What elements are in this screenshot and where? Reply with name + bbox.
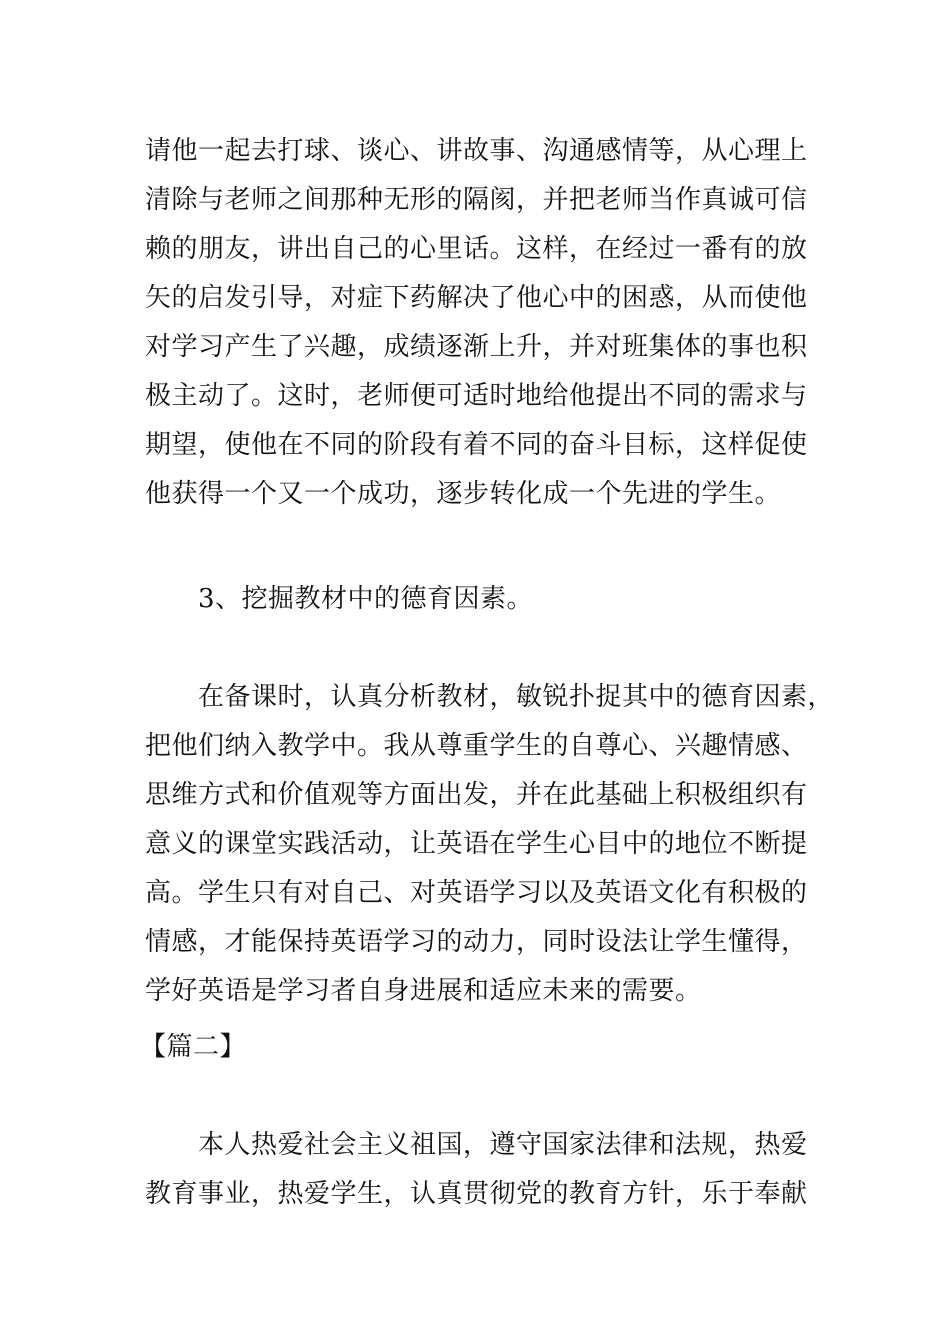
paragraph-line: 本人热爱社会主义祖国，遵守国家法律和法规，热爱 [145,1130,808,1160]
paragraph-line: 他获得一个又一个成功，逐步转化成一个先进的学生。 [145,479,782,509]
section-heading-3 [145,575,835,624]
paragraph-line: 赖的朋友，讲出自己的心里话。这样，在经过一番有的放 [145,234,808,264]
paragraph-line: 思维方式和价值观等方面出发，并在此基础上积极组织有 [145,780,808,810]
paragraph-2 [145,673,835,1016]
section-label-text: 【篇二】 [140,1032,247,1062]
heading-text: 3、挖掘教材中的德育因素。 [145,584,534,614]
paragraph-1 [145,127,835,519]
section-label [140,1023,830,1072]
paragraph-line: 教育事业，热爱学生，认真贯彻党的教育方针，乐于奉献 [145,1179,808,1209]
paragraph-3 [145,1121,835,1219]
paragraph-line: 情感，才能保持英语学习的动力，同时设法让学生懂得， [145,927,808,957]
paragraph-line: 对学习产生了兴趣，成绩逐渐上升，并对班集体的事也积 [145,332,808,362]
paragraph-line: 请他一起去打球、谈心、讲故事、沟通感情等，从心理上 [145,136,808,166]
paragraph-line: 矢的启发引导，对症下药解决了他心中的困惑，从而使他 [145,283,808,313]
paragraph-line: 学好英语是学习者自身进展和适应未来的需要。 [145,976,702,1006]
paragraph-line: 期望，使他在不同的阶段有着不同的奋斗目标，这样促使 [145,430,808,460]
paragraph-line: 在备课时，认真分析教材，敏锐扑捉其中的德育因素， [145,682,835,712]
paragraph-line: 高。学生只有对自己、对英语学习以及英语文化有积极的 [145,878,808,908]
paragraph-line: 极主动了。这时，老师便可适时地给他提出不同的需求与 [145,381,808,411]
paragraph-line: 清除与老师之间那种无形的隔阂，并把老师当作真诚可信 [145,185,808,215]
paragraph-line: 意义的课堂实践活动，让英语在学生心目中的地位不断提 [145,829,808,859]
paragraph-line: 把他们纳入教学中。我从尊重学生的自尊心、兴趣情感、 [145,731,808,761]
